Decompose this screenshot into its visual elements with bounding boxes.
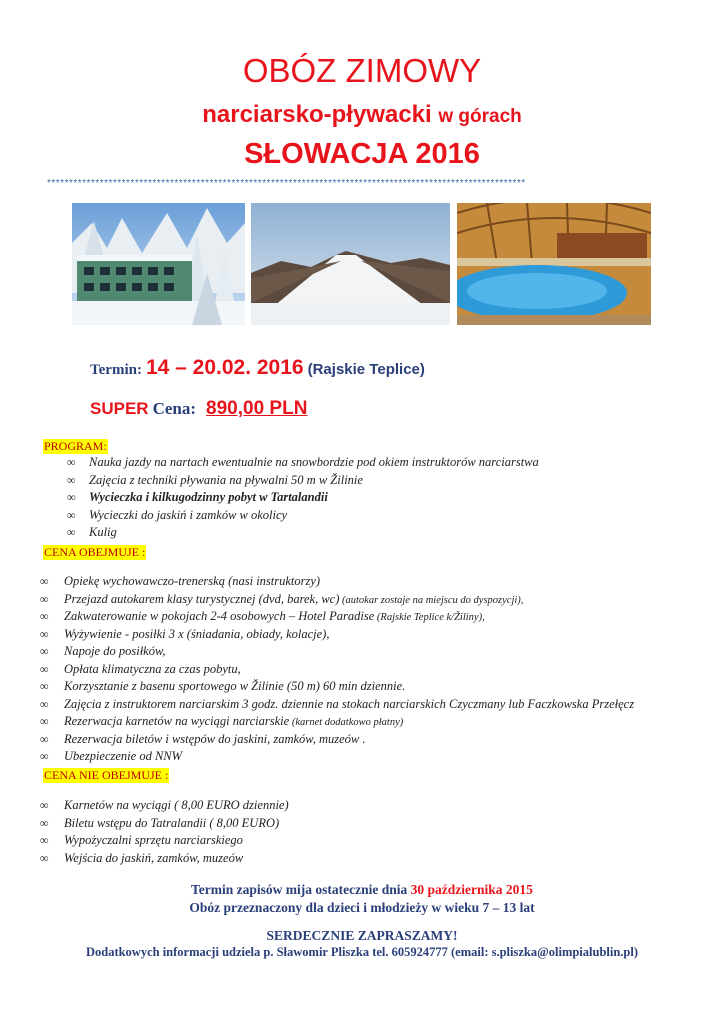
page-subtitle: [0, 101, 724, 129]
list-item: [67, 508, 539, 526]
bullet-icon: ∞: [40, 798, 49, 812]
program-heading: PROGRAM:: [44, 439, 107, 453]
bullet-icon: ∞: [40, 591, 49, 606]
term-place: (Rajskie Teplice): [307, 361, 425, 378]
list-item: [67, 490, 539, 508]
deadline-line: [0, 882, 724, 898]
list-item: [40, 697, 634, 715]
bullet-icon: ∞: [67, 472, 76, 487]
includes-list: [40, 574, 634, 767]
ski-slope-photo: [251, 203, 450, 325]
list-item: [40, 749, 634, 767]
deadline-prefix: Termin zapisów mija ostatecznie dnia: [191, 882, 408, 897]
includes-item-text: Wyżywienie - posiłki 3 x (śniadania, obiady, kolacje),: [64, 626, 330, 641]
excludes-item-text: Wejścia do jaskiń, zamków, muzeów: [64, 850, 244, 865]
list-item: [40, 816, 289, 834]
excludes-item-text: Karnetów na wyciągi ( 8,00 EURO dziennie): [64, 798, 289, 812]
term-line: [90, 356, 425, 380]
program-item-text: Wycieczka i kilkugodzinny pobyt w Tartalandii: [89, 490, 328, 504]
price-line: [90, 398, 307, 420]
subtitle-small: w górach: [438, 106, 522, 127]
includes-item-text: Napoje do posiłków,: [64, 644, 166, 658]
winter-hotel-photo: [72, 203, 245, 325]
price-value: 890,00 PLN: [206, 398, 308, 419]
bullet-icon: ∞: [40, 661, 49, 676]
country-year-heading: SŁOWACJA 2016: [244, 138, 480, 170]
includes-item-note: (karnet dodatkowo płatny): [289, 717, 404, 728]
deadline-date: 30 października 2015: [410, 882, 533, 897]
bullet-icon: ∞: [67, 525, 76, 539]
term-dates: 14 – 20.02. 2016: [145, 356, 304, 379]
includes-item-text: Zajęcia z instruktorem narciarskim 3 godz. dziennie na stokach narciarskich Czyczmany lub Faczkowska Przełęcz: [64, 696, 635, 711]
bullet-icon: ∞: [67, 507, 76, 522]
program-item-text: Wycieczki do jaskiń i zamków w okolicy: [89, 507, 288, 522]
includes-item-text: Opłata klimatyczna za czas pobytu,: [64, 661, 241, 676]
list-item: [40, 833, 289, 851]
bullet-icon: ∞: [67, 490, 76, 504]
program-item-text: Nauka jazdy na nartach ewentualnie na snowbordzie pod okiem instruktorów narciarstwa: [89, 455, 539, 469]
list-item: [67, 455, 539, 473]
excludes-item-text: Biletu wstępu do Tatralandii ( 8,00 EURO): [64, 815, 280, 830]
includes-item-text: Rezerwacja karnetów na wyciągi narciarskie: [64, 714, 290, 728]
list-item: [40, 798, 289, 816]
list-item: [40, 662, 634, 680]
program-item-text: Kulig: [89, 525, 117, 539]
bullet-icon: ∞: [40, 679, 49, 693]
list-item: [40, 679, 634, 697]
bullet-icon: ∞: [40, 850, 49, 865]
includes-item-text: Rezerwacja biletów i wstępów do jaskini, zamków, muzeów .: [64, 731, 366, 746]
page-title: OBÓZ ZIMOWY: [242, 52, 482, 89]
list-item: [40, 851, 289, 869]
list-item: [40, 644, 634, 662]
program-list: [67, 455, 539, 543]
includes-item-note: (Rajskie Teplice k/Žiliny),: [374, 612, 485, 623]
bullet-icon: ∞: [40, 574, 49, 588]
list-item: [40, 627, 634, 645]
list-item: [40, 609, 634, 627]
list-item: [40, 714, 634, 732]
includes-item-note: (autokar zostaje na miejscu do dyspozycji),: [339, 594, 524, 606]
price-super: SUPER: [90, 399, 149, 418]
bullet-icon: ∞: [40, 644, 49, 658]
price-label: Cena:: [152, 399, 197, 418]
list-item: [40, 732, 634, 750]
term-label: Termin:: [90, 362, 142, 378]
bullet-icon: ∞: [40, 609, 49, 623]
star-divider: *************************************************************************************************************: [47, 178, 526, 189]
excludes-list: [40, 798, 289, 868]
bullet-icon: ∞: [67, 455, 76, 469]
program-item-text: Zajęcia z techniki pływania na pływalni 50 m w Žilinie: [89, 472, 363, 487]
list-item: [67, 525, 539, 543]
includes-heading: CENA OBEJMUJE :: [44, 545, 146, 559]
invite-line: SERDECZNIE ZAPRASZAMY!: [266, 928, 458, 943]
contact-line: Dodatkowych informacji udziela p. Sławomir Pliszka tel. 605924777 (email: s.pliszka@olimpialublin.pl): [85, 945, 639, 959]
bullet-icon: ∞: [40, 731, 49, 746]
bullet-icon: ∞: [40, 714, 49, 728]
excludes-item-text: Wypożyczalni sprzętu narciarskiego: [64, 833, 243, 847]
aquapark-photo: [457, 203, 651, 325]
includes-item-text: Przejazd autokarem klasy turystycznej (dvd, barek, wc): [64, 591, 340, 606]
excludes-heading: CENA NIE OBEJMUJE :: [44, 768, 169, 782]
list-item: [40, 592, 634, 610]
includes-item-text: Ubezpieczenie od NNW: [64, 749, 183, 763]
includes-item-text: Zakwaterowanie w pokojach 2-4 osobowych – Hotel Paradise: [64, 609, 375, 623]
bullet-icon: ∞: [40, 696, 49, 711]
bullet-icon: ∞: [40, 749, 49, 763]
includes-item-text: Korzysztanie z basenu sportowego w Žilinie (50 m) 60 min dziennie.: [64, 679, 406, 693]
subtitle-main: narciarsko-pływacki: [202, 101, 432, 128]
list-item: [40, 574, 634, 592]
age-line: Obóz przeznaczony dla dzieci i młodzieży w wieku 7 – 13 lat: [189, 900, 535, 915]
list-item: [67, 473, 539, 491]
bullet-icon: ∞: [40, 626, 49, 641]
includes-item-text: Opiekę wychowawczo-trenerską (nasi instruktorzy): [64, 574, 321, 588]
bullet-icon: ∞: [40, 815, 49, 830]
bullet-icon: ∞: [40, 833, 49, 847]
